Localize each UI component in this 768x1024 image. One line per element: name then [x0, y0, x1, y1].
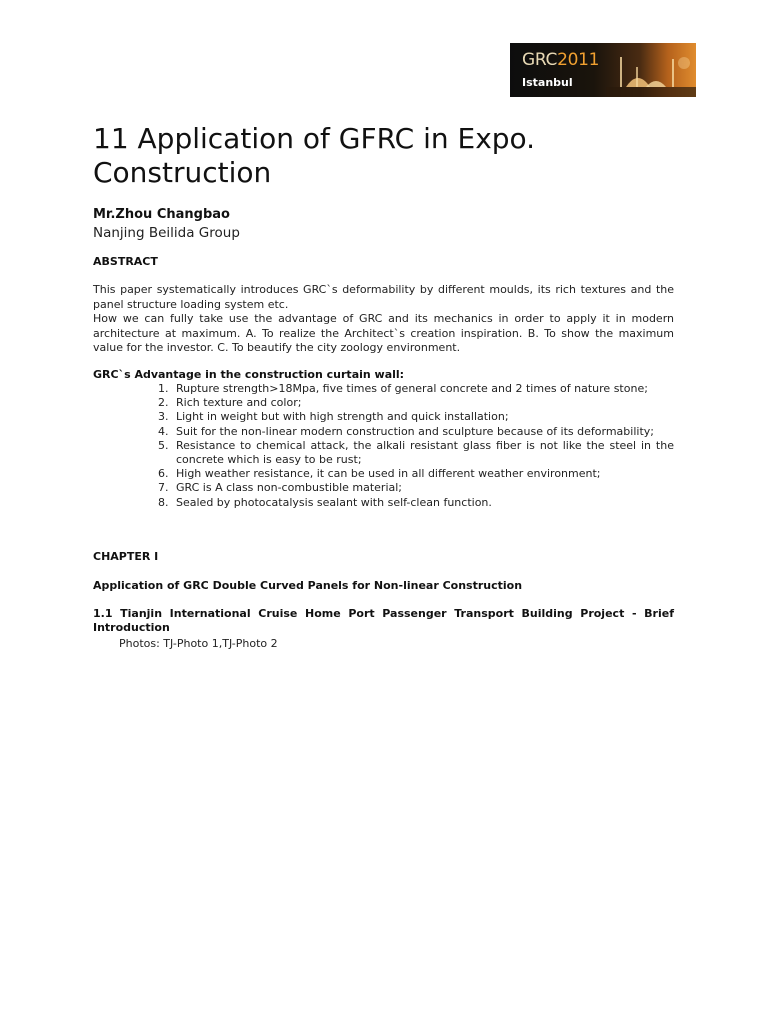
list-number: 4.: [158, 424, 169, 438]
list-item: [93, 410, 674, 424]
list-item: [93, 439, 674, 467]
chapter-heading: CHAPTER I: [93, 550, 159, 563]
author-name: Mr.Zhou Changbao: [93, 207, 230, 222]
author-affiliation: Nanjing Beilida Group: [93, 225, 240, 241]
conference-logo: [510, 43, 696, 97]
section-heading: 1.1 Tianjin International Cruise Home Port Passenger Transport Building Project - Brief Introduction: [93, 607, 674, 634]
list-text: Resistance to chemical attack, the alkali resistant glass fiber is not like the steel in the concrete which is easy to be rust;: [176, 438, 674, 467]
abstract-paragraph: This paper systematically introduces GRC`s deformability by different moulds, its rich textures and the panel structure loading system etc.: [93, 283, 674, 311]
list-text: Suit for the non-linear modern construction and sculpture because of its deformability;: [176, 424, 654, 438]
mosque-skyline-icon: [606, 43, 696, 97]
list-text: Sealed by photocatalysis sealant with self-clean function.: [176, 495, 492, 509]
list-text: Light in weight but with high strength and quick installation;: [176, 410, 509, 424]
list-number: 1.: [158, 382, 169, 395]
list-number: 3.: [158, 410, 169, 424]
advantages-list: [93, 382, 674, 510]
list-item: [93, 425, 674, 439]
abstract-body: [93, 283, 674, 356]
list-text: Rupture strength>18Mpa, five times of general concrete and 2 times of nature stone;: [176, 382, 648, 395]
logo-city: Istanbul: [522, 76, 573, 89]
list-item: [93, 467, 674, 481]
list-text: Rich texture and color;: [176, 396, 302, 410]
abstract-heading: ABSTRACT: [93, 255, 158, 268]
advantages-heading: GRC`s Advantage in the construction curtain wall:: [93, 368, 405, 381]
photos-reference: Photos: TJ-Photo 1,TJ-Photo 2: [119, 637, 278, 650]
list-number: 7.: [158, 481, 169, 495]
list-text: GRC is A class non-combustible material;: [176, 481, 403, 495]
logo-wordmark: GRC2011: [522, 50, 600, 70]
list-number: 5.: [158, 438, 169, 452]
abstract-paragraph: How we can fully take use the advantage of GRC and its mechanics in order to apply it in modern architecture at maximum. A. To realize the Architect`s creation inspiration. B. To show the maximum value for the investor. C. To beautify the city zoology environment.: [93, 312, 674, 354]
list-text: High weather resistance, it can be used in all different weather environment;: [176, 467, 601, 481]
list-number: 6.: [158, 467, 169, 481]
paper-title: 11 Application of GFRC in Expo. Construction: [93, 122, 536, 189]
list-item: [93, 481, 674, 495]
list-item: [93, 396, 674, 410]
chapter-subheading: Application of GRC Double Curved Panels for Non-linear Construction: [93, 579, 523, 592]
list-item: [93, 382, 674, 396]
list-number: 8.: [158, 495, 169, 509]
list-number: 2.: [158, 396, 169, 410]
list-item: [93, 496, 674, 510]
